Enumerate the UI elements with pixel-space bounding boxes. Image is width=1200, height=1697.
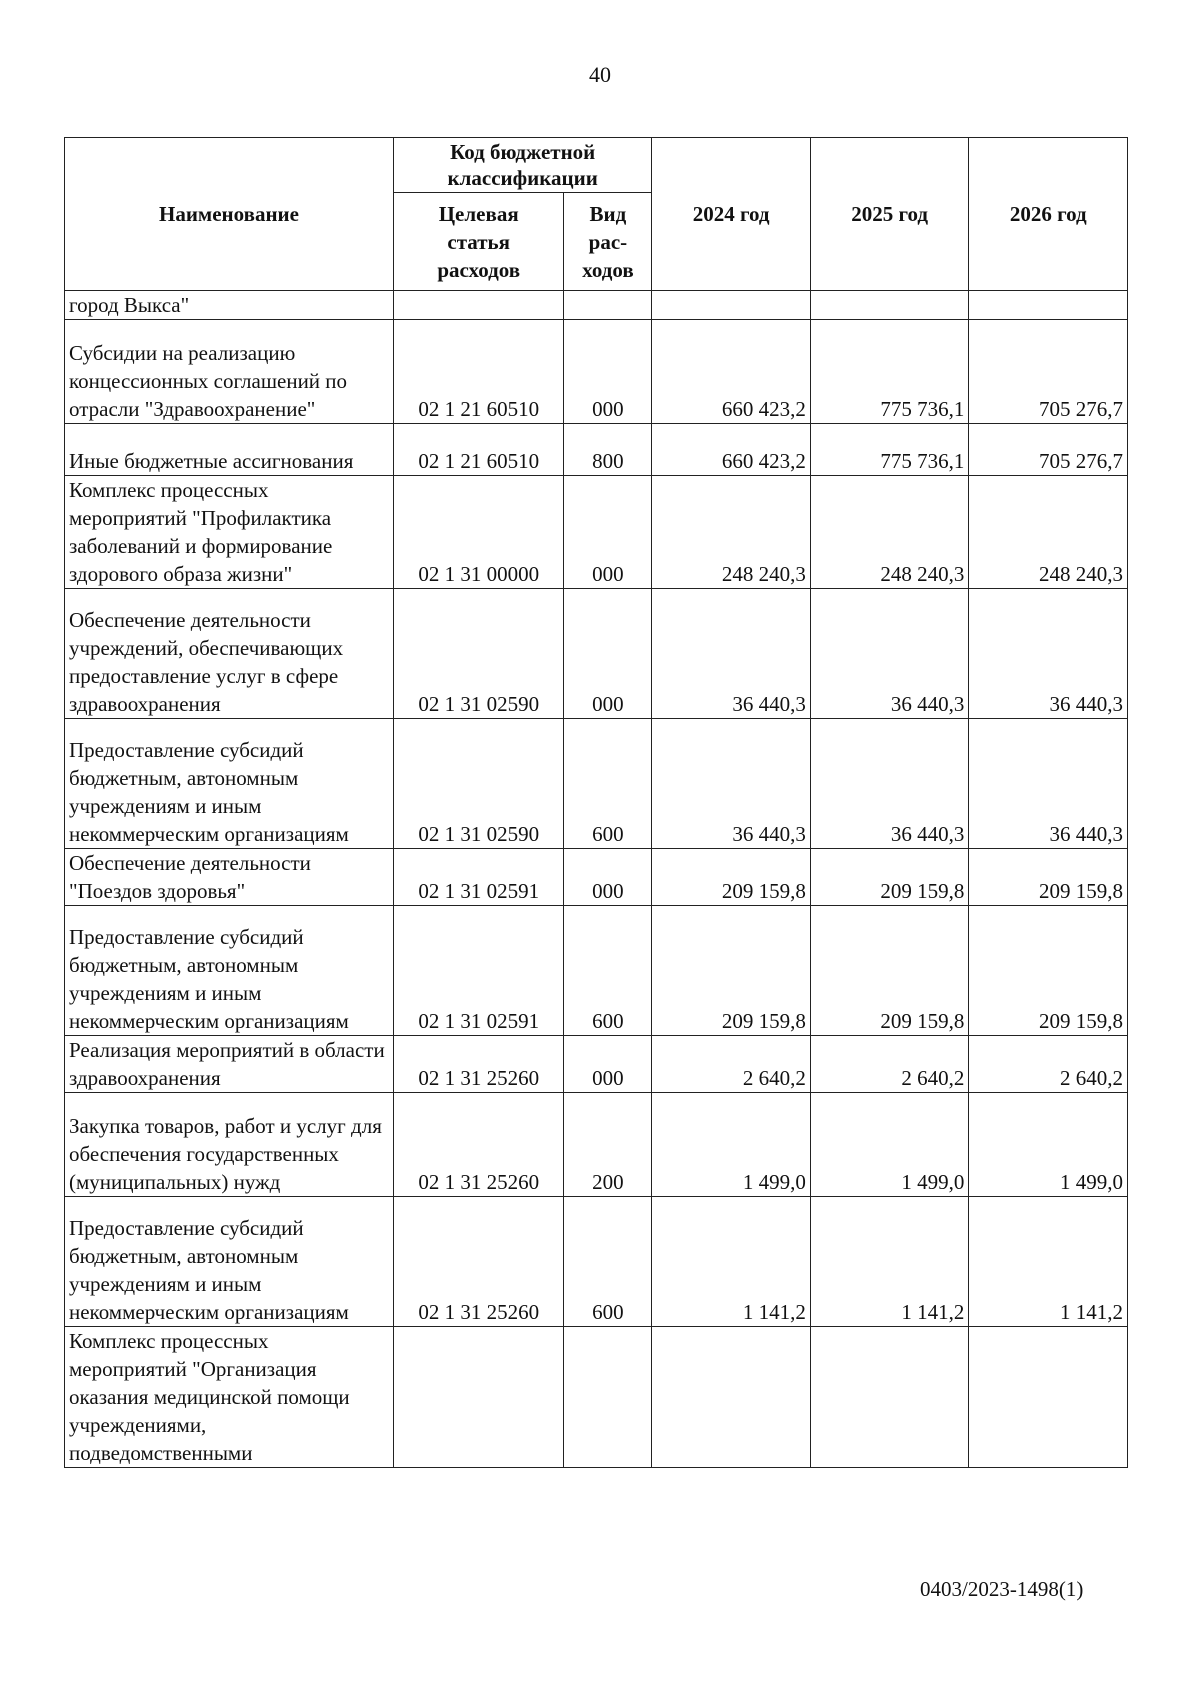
value-2025-cell: 775 736,1: [810, 424, 969, 476]
table-row: [65, 291, 1128, 320]
name-cell: Предоставление субсидий бюджетным, автономным учреждениям и иным некоммерческим организациям: [65, 719, 394, 849]
table-row: [65, 589, 1128, 719]
name-cell: Обеспечение деятельности учреждений, обеспечивающих предоставление услуг в сфере здравоохранения: [65, 589, 394, 719]
value-2026-cell: 1 141,2: [969, 1197, 1128, 1327]
table-row: [65, 849, 1128, 906]
target-article-cell: 02 1 21 60510: [393, 424, 563, 476]
expense-kind-cell: 000: [564, 589, 652, 719]
target-article-cell: [393, 291, 563, 320]
expense-kind-cell: 000: [564, 849, 652, 906]
value-2025-cell: 1 141,2: [810, 1197, 969, 1327]
value-2025-cell: 775 736,1: [810, 320, 969, 424]
table-body: [65, 291, 1128, 1468]
value-2025-cell: 209 159,8: [810, 849, 969, 906]
expense-kind-cell: 600: [564, 906, 652, 1036]
target-article-cell: 02 1 31 25260: [393, 1036, 563, 1093]
target-article-cell: 02 1 31 02591: [393, 906, 563, 1036]
value-2024-cell: 660 423,2: [652, 320, 811, 424]
page-number: 40: [589, 62, 611, 87]
expense-kind-cell: 000: [564, 1036, 652, 1093]
target-article-cell: 02 1 31 25260: [393, 1197, 563, 1327]
name-cell: Комплекс процессных мероприятий "Профилактика заболеваний и формирование здорового образа жизни": [65, 476, 394, 589]
header-2026: 2026 год: [969, 138, 1128, 291]
value-2025-cell: 1 499,0: [810, 1093, 969, 1197]
value-2024-cell: 36 440,3: [652, 589, 811, 719]
table-row: [65, 1036, 1128, 1093]
header-target-article: Целевая статья расходов: [393, 193, 563, 291]
name-cell: Иные бюджетные ассигнования: [65, 424, 394, 476]
name-cell: Обеспечение деятельности "Поездов здоровья": [65, 849, 394, 906]
table-row: [65, 476, 1128, 589]
value-2024-cell: 248 240,3: [652, 476, 811, 589]
value-2024-cell: 2 640,2: [652, 1036, 811, 1093]
name-cell: Предоставление субсидий бюджетным, автономным учреждениям и иным некоммерческим организациям: [65, 1197, 394, 1327]
expense-kind-cell: 000: [564, 476, 652, 589]
expense-kind-cell: [564, 1327, 652, 1468]
document-number: 0403/2023-1498(1): [920, 1577, 1084, 1601]
table-row: [65, 320, 1128, 424]
value-2026-cell: 1 499,0: [969, 1093, 1128, 1197]
value-2024-cell: 1 141,2: [652, 1197, 811, 1327]
value-2025-cell: 2 640,2: [810, 1036, 969, 1093]
value-2025-cell: 36 440,3: [810, 589, 969, 719]
value-2024-cell: [652, 1327, 811, 1468]
expense-kind-cell: 600: [564, 719, 652, 849]
header-2025: 2025 год: [810, 138, 969, 291]
value-2025-cell: 36 440,3: [810, 719, 969, 849]
value-2025-cell: [810, 291, 969, 320]
value-2025-cell: 248 240,3: [810, 476, 969, 589]
header-expense-kind: Вид рас-ходов: [564, 193, 652, 291]
value-2024-cell: 209 159,8: [652, 849, 811, 906]
name-cell: Реализация мероприятий в области здравоохранения: [65, 1036, 394, 1093]
target-article-cell: 02 1 31 00000: [393, 476, 563, 589]
target-article-cell: [393, 1327, 563, 1468]
target-article-cell: 02 1 21 60510: [393, 320, 563, 424]
value-2026-cell: 36 440,3: [969, 719, 1128, 849]
header-name: Наименование: [65, 138, 394, 291]
expense-kind-cell: 600: [564, 1197, 652, 1327]
value-2026-cell: [969, 291, 1128, 320]
value-2025-cell: [810, 1327, 969, 1468]
name-cell: Закупка товаров, работ и услуг для обеспечения государственных (муниципальных) нужд: [65, 1093, 394, 1197]
target-article-cell: 02 1 31 02590: [393, 589, 563, 719]
expense-kind-cell: 200: [564, 1093, 652, 1197]
name-cell: Субсидии на реализацию концессионных соглашений по отрасли "Здравоохранение": [65, 320, 394, 424]
name-cell: Комплекс процессных мероприятий "Организация оказания медицинской помощи учреждениями, подведомственными: [65, 1327, 394, 1468]
budget-table: [64, 137, 1128, 1468]
target-article-cell: 02 1 31 02590: [393, 719, 563, 849]
expense-kind-cell: 000: [564, 320, 652, 424]
expense-kind-cell: 800: [564, 424, 652, 476]
value-2026-cell: 209 159,8: [969, 906, 1128, 1036]
target-article-cell: 02 1 31 02591: [393, 849, 563, 906]
table-row: [65, 424, 1128, 476]
table-row: [65, 1197, 1128, 1327]
value-2026-cell: 2 640,2: [969, 1036, 1128, 1093]
value-2024-cell: [652, 291, 811, 320]
value-2026-cell: 36 440,3: [969, 589, 1128, 719]
value-2024-cell: 1 499,0: [652, 1093, 811, 1197]
value-2026-cell: 705 276,7: [969, 424, 1128, 476]
name-cell: город Выкса": [65, 291, 394, 320]
value-2026-cell: 209 159,8: [969, 849, 1128, 906]
expense-kind-cell: [564, 291, 652, 320]
table-row: [65, 906, 1128, 1036]
header-budget-code: Код бюджетной классификации: [393, 138, 651, 193]
table-row: [65, 1093, 1128, 1197]
value-2024-cell: 36 440,3: [652, 719, 811, 849]
value-2025-cell: 209 159,8: [810, 906, 969, 1036]
value-2024-cell: 209 159,8: [652, 906, 811, 1036]
value-2024-cell: 660 423,2: [652, 424, 811, 476]
value-2026-cell: 248 240,3: [969, 476, 1128, 589]
header-2024: 2024 год: [652, 138, 811, 291]
table-row: [65, 719, 1128, 849]
name-cell: Предоставление субсидий бюджетным, автономным учреждениям и иным некоммерческим организациям: [65, 906, 394, 1036]
table-row: [65, 1327, 1128, 1468]
value-2026-cell: 705 276,7: [969, 320, 1128, 424]
value-2026-cell: [969, 1327, 1128, 1468]
target-article-cell: 02 1 31 25260: [393, 1093, 563, 1197]
